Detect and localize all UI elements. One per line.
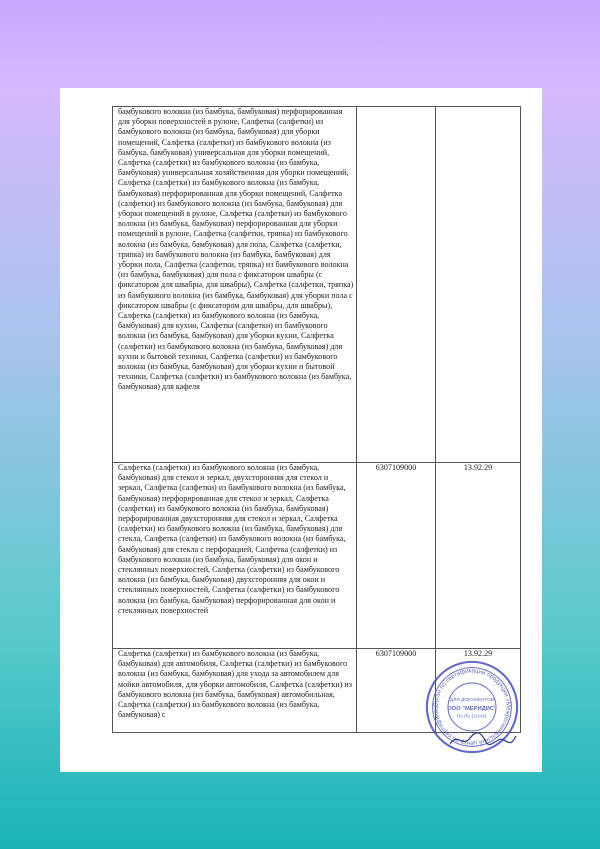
seal-reg-number: RA.RU.11НА91 [457, 713, 487, 719]
table-row [113, 107, 521, 463]
okpd-code-cell: 13.92.29 [436, 463, 521, 649]
description-text: Салфетка (салфетки) из бамбукового волокна (из бамбука, бамбуковая) для стекол и зеркал, двухсторонняя для стекол и зеркал, Салфетка (салфетки) из бамбукового волокна (из бамбука, бамбуковая) перфорированная для стекол и зеркал, Салфетка (салфетки) из бамбукового волокна (из бамбука, бамбуковая) перфорированная двухсторонняя для стекол и зеркал, Салфетка (салфетки) из бамбукового волокна (из бамбука, бамбуковая) для стекла, Салфетка (салфетки) из бамбукового волокна (из бамбука, бамбуковая) для стекла с перфорацией, Салфетка (салфетки) из бамбукового волокна (из бамбука, бамбуковая) для окон и стеклянных поверхностей, Салфетка (салфетки) из бамбукового волокна (из бамбука, бамбуковая) двухсторонняя для окон и стеклянных поверхностей, Салфетка (салфетки) из бамбукового волокна (из бамбука, бамбуковая) перфорированная для окон и стеклянных поверхностей [118, 463, 346, 615]
description-cell [113, 649, 357, 733]
okpd-code-cell: 13.92.29 [436, 649, 521, 733]
seal-center-text: ДЛЯ ДОКУМЕНТОВ [449, 698, 495, 704]
description-text: Салфетка (салфетки) из бамбукового волокна (из бамбука, бамбуковая) для автомобиля, Салфетка (салфетки) из бамбукового волокна (из бамбука, бамбуковая) для ухода за автомобилем для мойки автомобиля, для уборки автомобиля, Салфетка (салфетки) из бамбукового волокна (из бамбука, бамбуковая) автомобильная, Салфетка (салфетки) из бамбукового волокна (из бамбука, бамбуковая) с [118, 649, 352, 720]
description-text: бамбукового волокна (из бамбука, бамбуковая) перфорированная для уборки поверхностей в рулоне, Салфетка (салфетки) из бамбукового волокна (из бамбука, бамбуковая) для уборки помещений, Салфетка (салфетки) из бамбукового волокна (из бамбука, бамбуковая) универсальная для уборки помещений, Салфетка (салфетки) из бамбукового волокна (из бамбука, бамбуковая) универсальная хозяйственная для уборки помещений, Салфетка (салфетки) из бамбукового волокна (из бамбука, бамбуковая) перфорированная для уборки помещений, Салфетка (салфетки) из бамбукового волокна (из бамбука, бамбуковая) для уборки помещений в рулоне, Салфетка (салфетки) из бамбукового волокна (из бамбука, бамбуковая) перфорированная для уборки помещений в рулоне, Салфетка (салфетки, тряпка) из бамбукового волокна (из бамбука, бамбуковая) для пола, Салфетка (салфетки, тряпка) из бамбукового волокна (из бамбука, бамбуковая) для уборки пола, Салфетка (салфетки, тряпка) из бамбукового волокна (из бамбука, бамбуковая) для пола с фиксатором швабры (с фиксатором для швабры, для швабры), Салфетка (салфетки, тряпка) из бамбукового волокна (из бамбука, бамбуковая) для уборки пола с фиксатором швабры (с фиксатором для швабры, для швабры), Салфетка (салфетки) из бамбукового волокна (из бамбука, бамбуковая) для кухни, Салфетка (салфетки) из бамбукового волокна (из бамбука, бамбуковая) для уборки кухни, Салфетка (салфетки) из бамбукового волокна (из бамбука, бамбуковая) для кухни и бытовой техники, Салфетка (салфетки) из бамбукового волокна (из бамбука, бамбуковая) для уборки кухни и бытовой техники, Салфетка (салфетки) из бамбукового волокна (из бамбука, бамбуковая) для кафеля [118, 107, 354, 392]
seal-org-name: ООО "МЕРИДИС" [447, 705, 497, 712]
tnved-code-cell: 6307109000 [357, 463, 436, 649]
description-cell [113, 463, 357, 649]
description-cell [113, 107, 357, 463]
seal-outer-text: Орган по сертификации продукции «Межрегиональный центр по сертификац [433, 668, 511, 746]
products-table [112, 106, 521, 733]
table-row [113, 463, 521, 649]
okpd-code-cell [436, 107, 521, 463]
tnved-code-cell: 6307109000 [357, 649, 436, 733]
tnved-code-cell [357, 107, 436, 463]
signature [448, 730, 518, 750]
